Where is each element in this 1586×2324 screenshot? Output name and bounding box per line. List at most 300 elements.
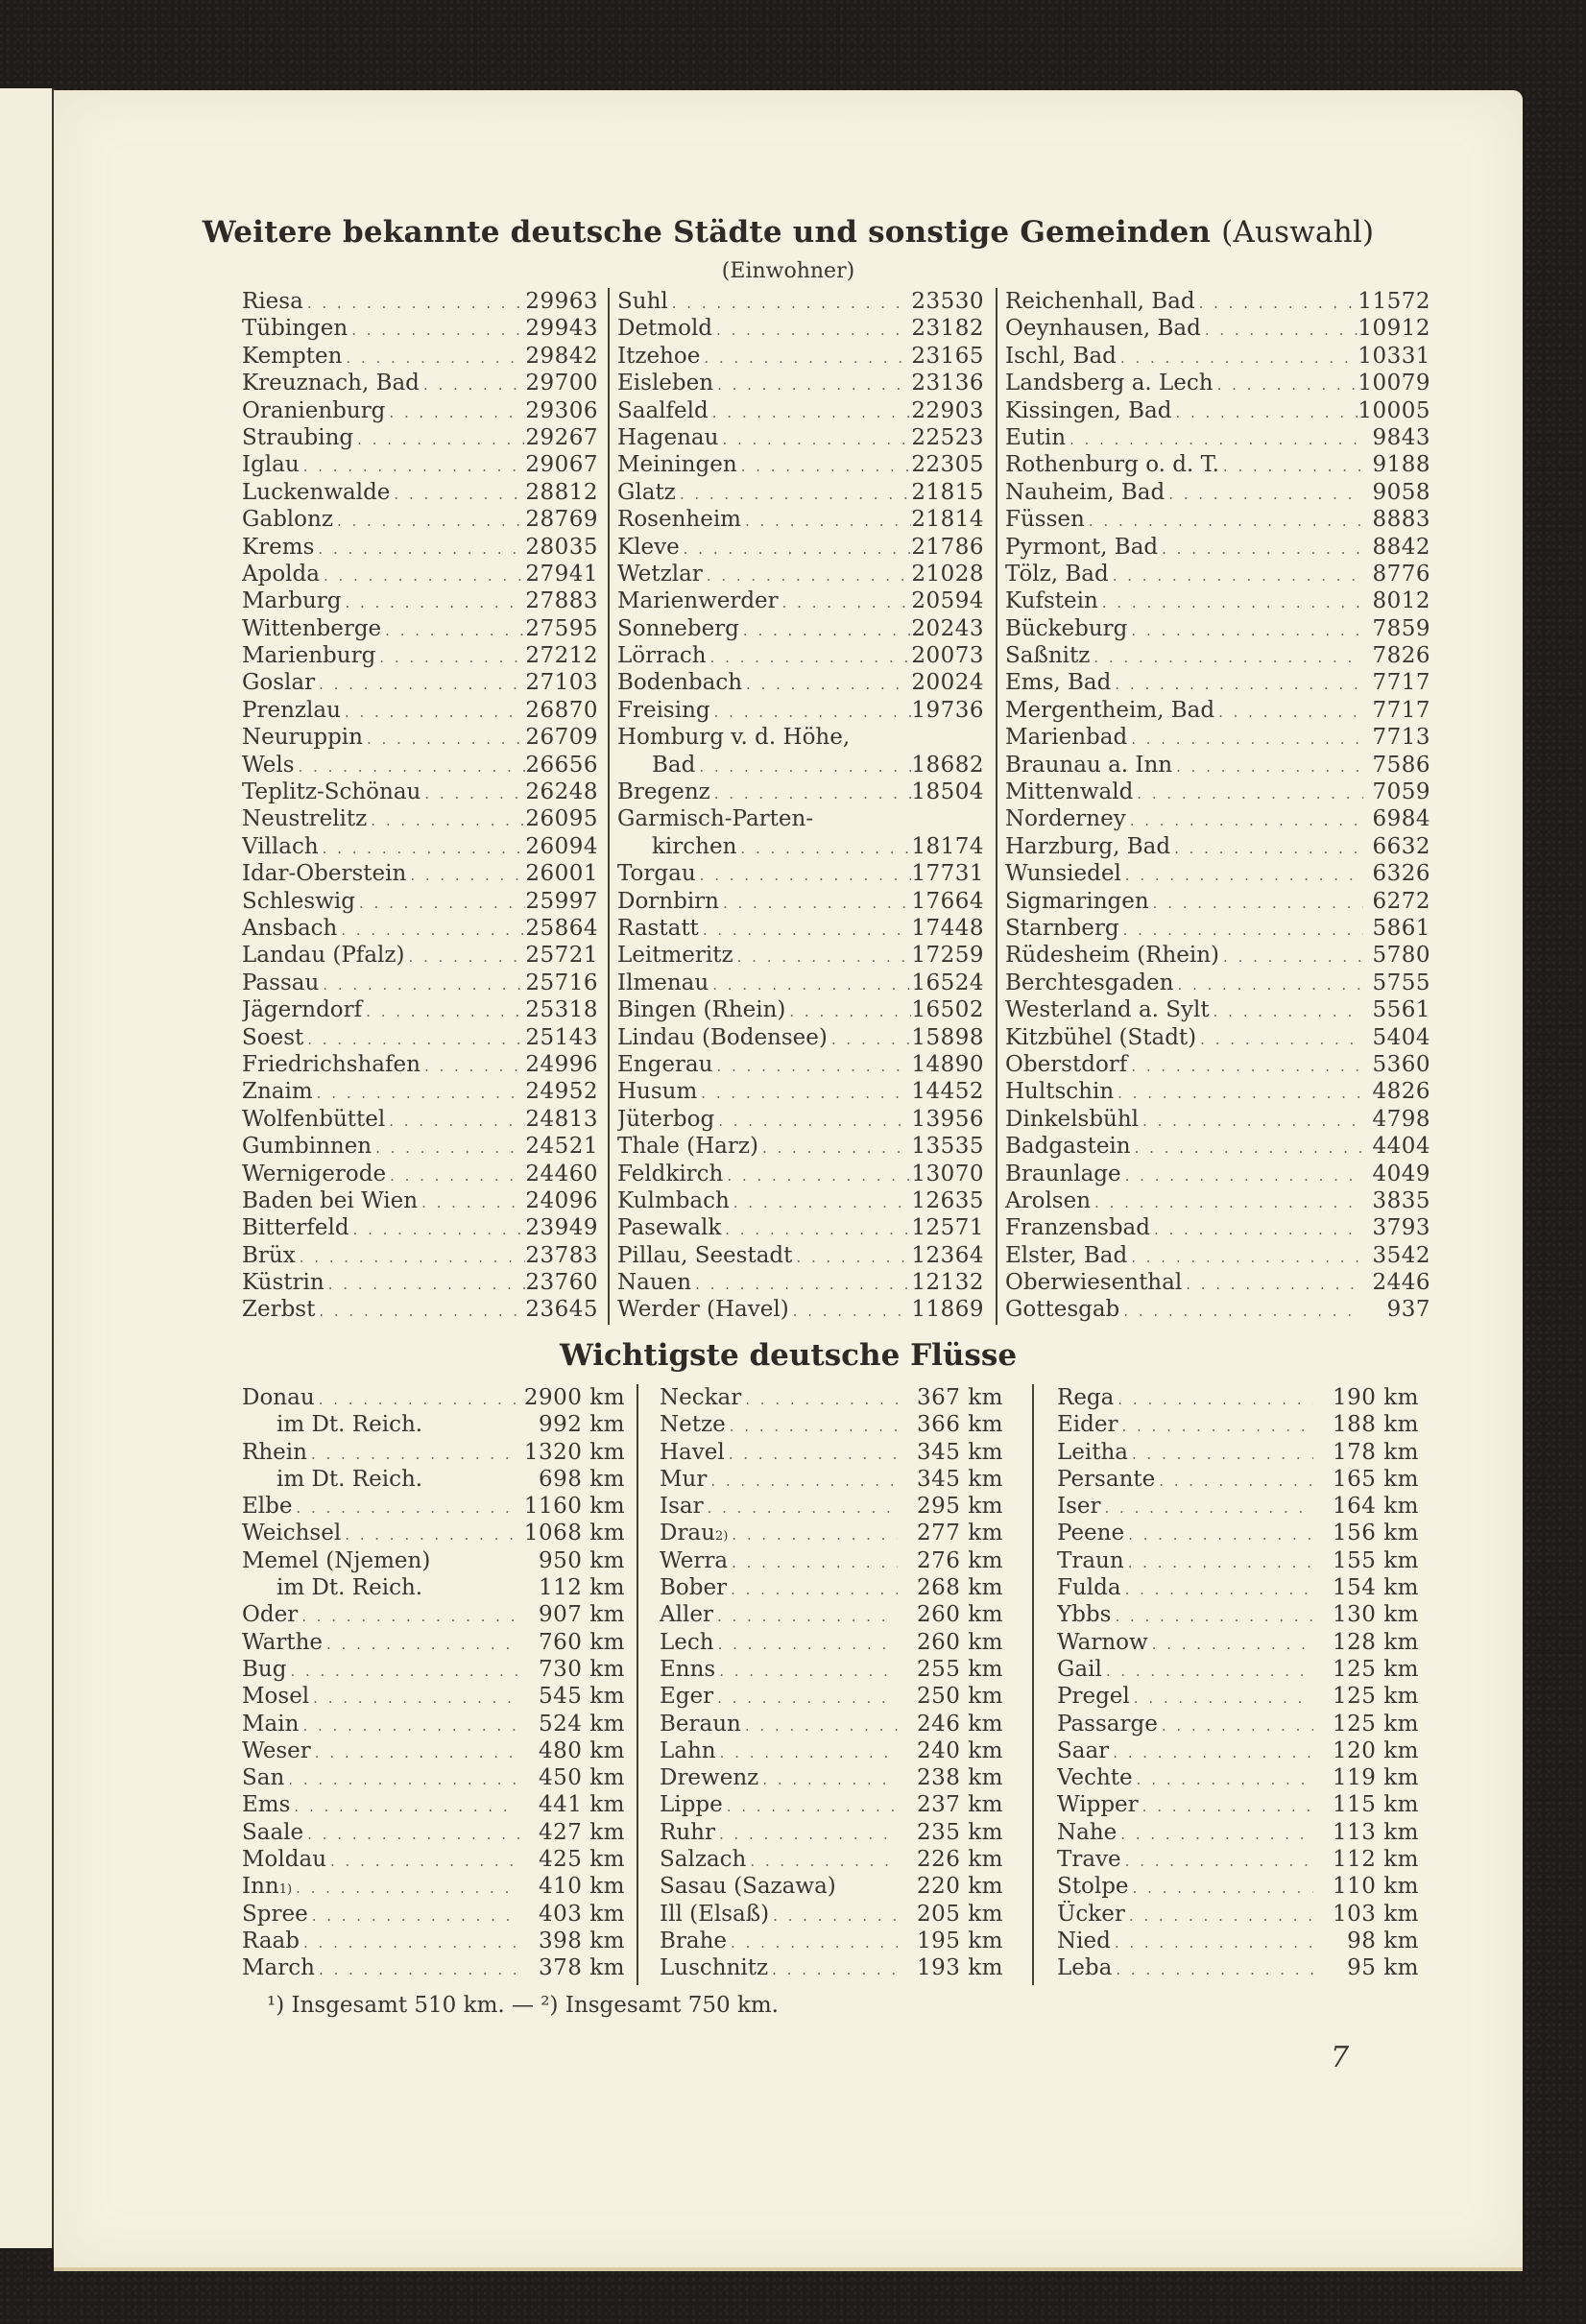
river-row: [660, 1791, 1032, 1818]
dot-leader: [298, 1603, 519, 1628]
dot-leader: [1170, 835, 1363, 860]
dot-leader: [303, 1821, 519, 1846]
population-value: 7713: [1372, 725, 1430, 751]
length-value: 178 km: [1333, 1439, 1419, 1465]
river-name: Weichsel: [242, 1521, 342, 1546]
dot-leader: [1091, 1189, 1363, 1214]
dot-leader: [768, 1956, 898, 1981]
page-title: [54, 215, 1523, 250]
river-name: Moldau: [242, 1847, 327, 1873]
city-row: [1005, 1051, 1436, 1078]
river-name: Traun: [1057, 1547, 1124, 1573]
city-row: [1005, 724, 1436, 751]
city-row: [1005, 1106, 1436, 1133]
population-value: 4826: [1372, 1079, 1430, 1105]
city-row: [1005, 833, 1436, 860]
city-name: Villach: [242, 833, 319, 859]
cities-column-2: [608, 288, 996, 1325]
river-row: [242, 1493, 637, 1520]
city-name: Wetzlar: [617, 561, 703, 587]
population-value: 24096: [525, 1187, 598, 1213]
population-value: 8012: [1372, 588, 1430, 614]
population-value: 28769: [525, 507, 598, 533]
population-value: 7826: [1372, 643, 1430, 669]
population-value: 29306: [525, 397, 598, 423]
river-name: Ill (Elsaß): [660, 1901, 770, 1927]
city-row: [242, 343, 608, 370]
dot-leader: [390, 481, 525, 506]
population-value: 9058: [1372, 479, 1430, 505]
dot-leader: [311, 1739, 519, 1764]
city-row: [1005, 561, 1436, 587]
length-value: 410 km: [539, 1874, 625, 1900]
length-value: 190 km: [1333, 1385, 1419, 1410]
city-name: Torgau: [617, 861, 696, 887]
river-row: [1057, 1928, 1436, 1954]
population-value: 8842: [1372, 534, 1430, 560]
dot-leader: [707, 644, 912, 669]
river-row: [660, 1683, 1032, 1710]
city-name: Oberwiesenthal: [1005, 1270, 1183, 1296]
length-value: 237 km: [917, 1792, 1003, 1818]
dot-leader: [353, 426, 525, 451]
population-value: 23530: [911, 289, 984, 314]
rivers-table: [242, 1384, 1436, 1985]
river-row: [242, 1683, 637, 1710]
city-row: [1005, 888, 1436, 915]
population-value: 13070: [911, 1161, 984, 1186]
population-value: 9188: [1372, 452, 1430, 478]
city-row: [242, 1024, 608, 1051]
population-value: 19736: [911, 697, 984, 723]
population-value: 26094: [525, 833, 598, 859]
river-name: Mosel: [242, 1684, 310, 1710]
city-row: [1005, 942, 1436, 969]
length-value: 992 km: [539, 1412, 625, 1438]
population-value: 25997: [525, 888, 598, 914]
city-row: [617, 534, 996, 561]
river-row: [242, 1384, 637, 1411]
dot-leader: [1127, 1244, 1363, 1269]
city-row: [242, 315, 608, 342]
city-row: [1005, 996, 1436, 1023]
population-value: 5561: [1372, 997, 1430, 1023]
length-value: 545 km: [539, 1684, 625, 1710]
city-row: [242, 1242, 608, 1269]
dot-leader: [1114, 1080, 1363, 1105]
population-value: 29267: [525, 424, 598, 450]
length-value: 1160 km: [523, 1494, 625, 1520]
river-name: Mur: [660, 1466, 708, 1492]
length-value: 156 km: [1333, 1521, 1419, 1546]
length-value: 235 km: [917, 1819, 1003, 1845]
river-name: Ücker: [1057, 1901, 1125, 1927]
city-name: Detmold: [617, 316, 713, 342]
length-value: 125 km: [1333, 1684, 1419, 1710]
river-row: [242, 1629, 637, 1656]
river-row: [242, 1846, 637, 1873]
dot-leader: [292, 1495, 519, 1520]
dot-leader: [723, 1793, 898, 1818]
city-row: [617, 779, 996, 805]
population-value: 17448: [911, 915, 984, 941]
population-value: 5780: [1372, 943, 1430, 969]
city-row: [1005, 1214, 1436, 1241]
city-name: Friedrichshafen: [242, 1051, 421, 1077]
dot-leader: [323, 1631, 519, 1656]
river-row: [1057, 1764, 1436, 1791]
city-name: Oeynhausen, Bad: [1005, 316, 1201, 342]
population-value: 20594: [911, 588, 984, 614]
river-name: Eider: [1057, 1412, 1118, 1438]
dot-leader: [314, 536, 525, 561]
river-row: [660, 1846, 1032, 1873]
city-name: Füssen: [1005, 507, 1085, 533]
river-name: Weser: [242, 1737, 311, 1763]
dot-leader: [1127, 726, 1363, 751]
dot-leader: [1165, 481, 1363, 506]
population-value: 12132: [911, 1270, 984, 1296]
city-row: [617, 970, 996, 996]
city-name: Marburg: [242, 588, 342, 614]
city-row: [617, 724, 996, 751]
city-row: [1005, 642, 1436, 669]
river-name: Trave: [1057, 1847, 1121, 1873]
river-row: [1057, 1791, 1436, 1818]
dot-leader: [710, 699, 912, 724]
city-name: Marienwerder: [617, 588, 779, 614]
river-name: Passarge: [1057, 1711, 1158, 1737]
river-name: San: [242, 1765, 285, 1791]
dot-leader: [363, 726, 525, 751]
dot-leader: [680, 536, 912, 561]
dot-leader: [1121, 862, 1363, 887]
city-name: Bitterfeld: [242, 1215, 349, 1241]
length-value: 120 km: [1333, 1737, 1419, 1763]
dot-leader: [1125, 1903, 1313, 1928]
city-name: Goslar: [242, 670, 316, 696]
river-row: [660, 1901, 1032, 1928]
city-name: Arolsen: [1005, 1187, 1092, 1213]
city-name: Badgastein: [1005, 1134, 1131, 1160]
length-value: 112 km: [1333, 1847, 1419, 1873]
page-number: 7: [1331, 2041, 1350, 2074]
river-name: im Dt. Reich.: [276, 1466, 423, 1492]
city-row: [242, 561, 608, 587]
city-row: [1005, 534, 1436, 561]
dot-leader: [299, 1713, 519, 1737]
city-row: [242, 534, 608, 561]
dot-leader: [300, 453, 526, 478]
dot-leader: [341, 1521, 519, 1546]
city-name: Ansbach: [242, 915, 338, 941]
city-row: [242, 1187, 608, 1214]
river-row: [1057, 1873, 1436, 1900]
population-value: 27103: [525, 670, 598, 696]
river-row: [1057, 1901, 1436, 1928]
dot-leader: [1182, 1271, 1363, 1296]
dot-leader: [758, 1766, 898, 1791]
rivers-column-3: [1032, 1384, 1436, 1985]
river-row: [242, 1954, 637, 1981]
city-name: Berchtesgaden: [1005, 970, 1174, 995]
population-value: 25721: [525, 943, 598, 969]
dot-leader: [727, 1576, 898, 1601]
river-row: [242, 1411, 637, 1438]
dot-leader: [315, 1386, 519, 1411]
dot-leader: [1112, 1956, 1313, 1981]
river-row: [1057, 1954, 1436, 1981]
dot-leader: [319, 971, 525, 996]
dot-leader: [1201, 317, 1358, 342]
population-value: 25143: [525, 1024, 598, 1050]
dot-leader: [1124, 1549, 1313, 1574]
dot-leader: [716, 1739, 898, 1764]
city-name: Thale (Harz): [617, 1134, 758, 1160]
dot-leader: [315, 1956, 519, 1981]
length-value: 125 km: [1333, 1656, 1419, 1682]
city-row: [242, 642, 608, 669]
length-value: 730 km: [539, 1656, 625, 1682]
city-row: [1005, 615, 1436, 642]
dot-leader: [719, 890, 911, 915]
population-value: 21815: [911, 479, 984, 505]
city-name: Iglau: [242, 452, 300, 478]
dot-leader: [1133, 780, 1363, 805]
dot-leader: [1155, 1468, 1313, 1493]
dot-leader: [1219, 453, 1363, 478]
city-name: Lindau (Bodensee): [617, 1024, 828, 1050]
dot-leader: [381, 617, 525, 642]
population-value: 6984: [1372, 806, 1430, 832]
city-row: [1005, 506, 1436, 533]
dot-leader: [700, 345, 911, 370]
river-name: Persante: [1057, 1466, 1156, 1492]
population-value: 26870: [525, 697, 598, 723]
city-row: [1005, 370, 1436, 396]
dot-leader: [1139, 1793, 1313, 1818]
city-name: Eutin: [1005, 424, 1067, 450]
population-value: 8883: [1372, 507, 1430, 533]
dot-leader: [1127, 1053, 1363, 1078]
dot-leader: [385, 1108, 525, 1133]
dot-leader: [315, 671, 525, 696]
dot-leader: [728, 1521, 898, 1546]
population-value: 7859: [1372, 615, 1430, 641]
city-name: Husum: [617, 1079, 698, 1105]
city-row: [1005, 315, 1436, 342]
river-row: [1057, 1819, 1436, 1846]
city-row: [617, 1051, 996, 1078]
population-value: 14452: [911, 1079, 984, 1105]
length-value: 345 km: [917, 1466, 1003, 1492]
city-name: Pillau, Seestadt: [617, 1242, 793, 1268]
city-name: Westerland a. Sylt: [1005, 997, 1210, 1023]
population-value: 7717: [1372, 670, 1430, 696]
dot-leader: [333, 508, 525, 533]
dot-leader: [704, 1495, 898, 1520]
city-name: Kempten: [242, 343, 343, 369]
page-title-main: Weitere bekannte deutsche Städte und sonstige Gemeinden: [202, 215, 1212, 250]
dot-leader: [355, 890, 525, 915]
dot-leader: [300, 1929, 519, 1954]
river-row: [660, 1384, 1032, 1411]
city-name: Brüx: [242, 1242, 296, 1268]
length-value: 268 km: [917, 1575, 1003, 1601]
river-name: Drewenz: [660, 1765, 759, 1791]
river-name: Bober: [660, 1575, 728, 1601]
dot-leader: [1066, 426, 1363, 451]
dot-leader: [404, 944, 525, 969]
river-row: [242, 1737, 637, 1764]
city-row: [1005, 343, 1436, 370]
river-name: Rhein: [242, 1439, 307, 1465]
city-name: Bingen (Rhein): [617, 997, 786, 1023]
population-value: 5360: [1372, 1051, 1430, 1077]
city-name: Glatz: [617, 479, 676, 505]
dot-leader: [1124, 1521, 1313, 1546]
population-value: 27595: [525, 615, 598, 641]
city-name: Pyrmont, Bad: [1005, 534, 1159, 560]
population-value: 27941: [525, 561, 598, 587]
dot-leader: [362, 998, 525, 1023]
river-row: [1057, 1493, 1436, 1520]
city-row: [1005, 1133, 1436, 1160]
river-name: Beraun: [660, 1711, 741, 1737]
length-value: 345 km: [917, 1439, 1003, 1465]
dot-leader: [1148, 1631, 1313, 1656]
dot-leader: [1117, 1821, 1313, 1846]
city-row: [242, 779, 608, 805]
river-name: Enns: [660, 1656, 716, 1682]
dot-leader: [715, 1821, 898, 1846]
city-name: Kufstein: [1005, 588, 1098, 614]
dot-leader: [1119, 1298, 1363, 1323]
city-row: [242, 888, 608, 915]
population-value: 18174: [911, 833, 984, 859]
river-row: [660, 1493, 1032, 1520]
length-value: 2900 km: [523, 1385, 625, 1410]
population-value: 23165: [911, 343, 984, 369]
city-row: [1005, 587, 1436, 614]
length-value: 950 km: [539, 1547, 625, 1573]
city-name: Jüterbog: [617, 1106, 715, 1132]
city-row: [617, 1269, 996, 1296]
city-name: Starnberg: [1005, 915, 1119, 941]
population-value: 9843: [1372, 424, 1430, 450]
dot-leader: [1102, 1658, 1313, 1683]
city-name: Krems: [242, 534, 315, 560]
cities-table: [242, 288, 1436, 1325]
length-value: 205 km: [917, 1901, 1003, 1927]
dot-leader: [703, 563, 912, 587]
city-row: [242, 424, 608, 451]
dot-leader: [792, 1244, 911, 1269]
city-row: [1005, 397, 1436, 424]
river-name: Neckar: [660, 1385, 742, 1410]
population-value: 3793: [1372, 1215, 1430, 1241]
city-name: Eisleben: [617, 371, 714, 396]
city-row: [242, 1051, 608, 1078]
river-name: Gail: [1057, 1656, 1102, 1682]
population-value: 28035: [525, 534, 598, 560]
dot-leader: [691, 1271, 911, 1296]
city-row: [617, 942, 996, 969]
length-value: 103 km: [1333, 1901, 1419, 1927]
length-value: 425 km: [539, 1847, 625, 1873]
population-value: 6272: [1372, 888, 1430, 914]
population-value: 10912: [1358, 316, 1430, 342]
dot-leader: [721, 1216, 911, 1241]
length-value: 130 km: [1333, 1602, 1419, 1628]
length-value: 441 km: [539, 1792, 625, 1818]
dot-leader: [737, 453, 912, 478]
city-row: [1005, 860, 1436, 887]
population-value: 23645: [525, 1297, 598, 1323]
city-row: [242, 1133, 608, 1160]
dot-leader: [1158, 1713, 1313, 1737]
city-row: [617, 1078, 996, 1105]
dot-leader: [1196, 1026, 1363, 1051]
length-value: 295 km: [917, 1494, 1003, 1520]
river-row: [242, 1819, 637, 1846]
population-value: 22305: [911, 452, 984, 478]
city-name: Sigmaringen: [1005, 888, 1149, 914]
city-name: Ems, Bad: [1005, 670, 1112, 696]
dot-leader: [1173, 971, 1363, 996]
city-row: [242, 669, 608, 696]
city-row: [617, 1133, 996, 1160]
river-name: Warthe: [242, 1629, 324, 1655]
dot-leader: [386, 1162, 525, 1187]
city-row: [1005, 1296, 1436, 1323]
dot-leader: [1172, 754, 1363, 779]
city-name: Braunlage: [1005, 1161, 1121, 1186]
population-value: 12364: [911, 1242, 984, 1268]
dot-leader: [699, 917, 912, 942]
city-row: [242, 479, 608, 506]
dot-leader: [746, 1848, 898, 1873]
dot-leader: [1098, 589, 1363, 614]
population-value: 22523: [911, 424, 984, 450]
city-name: Znaim: [242, 1079, 313, 1105]
city-name: Teplitz-Schönau: [242, 779, 421, 805]
city-name: Gablonz: [242, 507, 333, 533]
river-name: Spree: [242, 1901, 308, 1927]
length-value: 226 km: [917, 1847, 1003, 1873]
city-row: [1005, 451, 1436, 478]
length-value: 427 km: [539, 1819, 625, 1845]
city-name: Hultschin: [1005, 1079, 1115, 1105]
river-row: [1057, 1629, 1436, 1656]
population-value: 13956: [911, 1106, 984, 1132]
city-name: Feldkirch: [617, 1161, 724, 1186]
city-name: Kitzbühel (Stadt): [1005, 1024, 1197, 1050]
city-name: Bodenbach: [617, 670, 743, 696]
river-name: Iser: [1057, 1494, 1101, 1520]
rivers-column-2: [637, 1384, 1032, 1985]
population-value: 29067: [525, 452, 598, 478]
population-value: 14890: [911, 1051, 984, 1077]
dot-leader: [695, 754, 911, 779]
dot-leader: [313, 1080, 526, 1105]
length-value: 524 km: [539, 1711, 625, 1737]
river-row: [242, 1656, 637, 1683]
river-row: [242, 1547, 637, 1574]
river-row: [242, 1928, 637, 1954]
city-row: [242, 1214, 608, 1241]
city-name: Apolda: [242, 561, 320, 587]
